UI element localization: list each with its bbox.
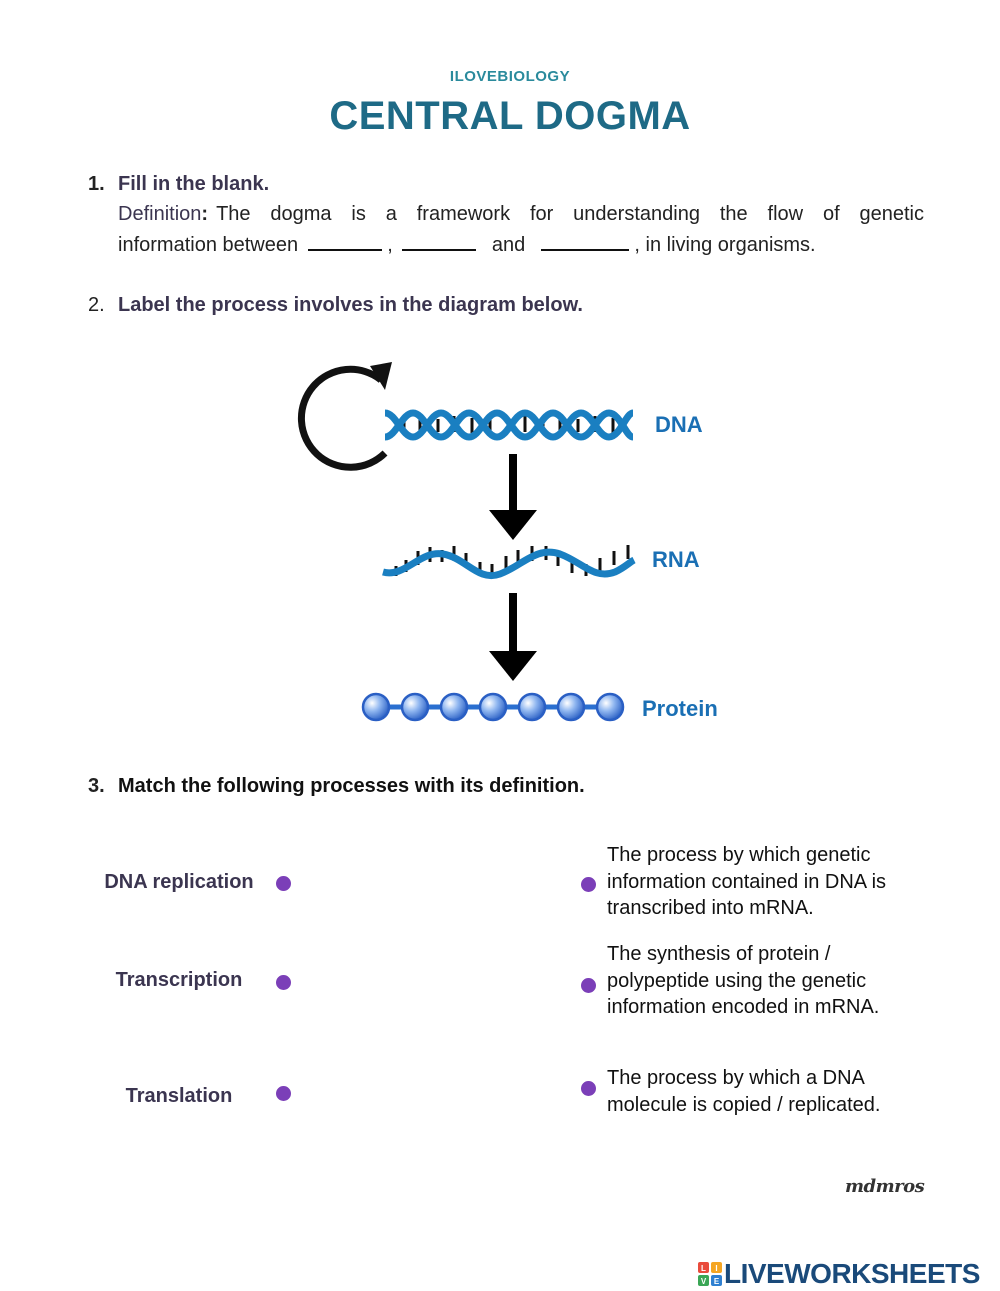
q1-line2-end: , in living organisms. [634, 234, 816, 256]
term-transcription: Transcription [115, 969, 243, 991]
rna-label: RNA [652, 547, 700, 572]
q1-number: 1. [88, 173, 105, 195]
definition-colon: : [201, 203, 209, 225]
blank-input-3[interactable] [541, 231, 629, 251]
author-signature: mdmros [845, 1176, 925, 1197]
definition-3 [607, 1065, 880, 1118]
replication-cycle-arrow [301, 362, 392, 467]
liveworksheets-logo-text: LIVEWORKSHEETS [724, 1258, 980, 1289]
q2-number: 2. [88, 294, 105, 316]
q1-heading: Fill in the blank. [118, 173, 270, 195]
liveworksheets-logo [698, 1258, 980, 1290]
term-dna-replication: DNA replication [104, 871, 254, 893]
protein-chain-icon [363, 694, 623, 720]
match-dot-left-3[interactable] [276, 1086, 291, 1101]
definition-2-line: polypeptide using the genetic [607, 969, 867, 992]
definition-2-line: The synthesis of protein / [607, 943, 831, 965]
definition-1 [607, 842, 886, 922]
q1-definition-line1 [118, 199, 924, 230]
definition-1-line: transcribed into mRNA. [607, 897, 814, 919]
match-dot-right-3[interactable] [581, 1081, 596, 1096]
blank-input-2[interactable] [402, 231, 476, 251]
q1-definition-line2 [118, 230, 816, 261]
q3-number: 3. [88, 775, 105, 797]
definition-1-line: information contained in DNA is [607, 870, 887, 893]
transcription-arrow [489, 454, 537, 540]
definition-label: Definition [118, 203, 202, 225]
blank-input-1[interactable] [308, 231, 382, 251]
match-dot-left-1[interactable] [276, 876, 291, 891]
q3-heading: Match the following processes with its definition. [118, 775, 585, 797]
q1-line2-start: information between [118, 234, 299, 256]
rna-strand-icon [383, 545, 634, 576]
q1-definition-intro [118, 199, 208, 230]
page-title: CENTRAL DOGMA [329, 94, 691, 138]
dna-label: DNA [655, 412, 703, 437]
q2-heading: Label the process involves in the diagram below. [118, 294, 583, 316]
match-dot-right-2[interactable] [581, 978, 596, 993]
svg-text:L: L [701, 1264, 706, 1273]
definition-3-line: The process by which a DNA [607, 1067, 865, 1089]
central-dogma-diagram [0, 340, 1000, 740]
term-translation: Translation [125, 1085, 233, 1107]
brand-header: ILOVEBIOLOGY [449, 68, 571, 85]
protein-label: Protein [642, 696, 718, 721]
svg-text:V: V [700, 1277, 707, 1286]
svg-text:E: E [713, 1277, 720, 1286]
definition-1-line: The process by which genetic [607, 844, 871, 866]
match-dot-left-2[interactable] [276, 975, 291, 990]
comma-separator: , [387, 234, 393, 256]
definition-3-line: molecule is copied / replicated. [607, 1093, 881, 1116]
liveworksheets-logo-icon [698, 1262, 722, 1286]
definition-2 [607, 941, 879, 1021]
translation-arrow [489, 593, 537, 681]
svg-text:I: I [715, 1264, 718, 1273]
dna-helix-icon [385, 413, 633, 437]
q1-line1-text: The dogma is a framework for understanding the flow of genetic [216, 203, 924, 225]
match-dot-right-1[interactable] [581, 877, 596, 892]
definition-2-line: information encoded in mRNA. [607, 996, 880, 1018]
and-word: and [491, 234, 526, 256]
